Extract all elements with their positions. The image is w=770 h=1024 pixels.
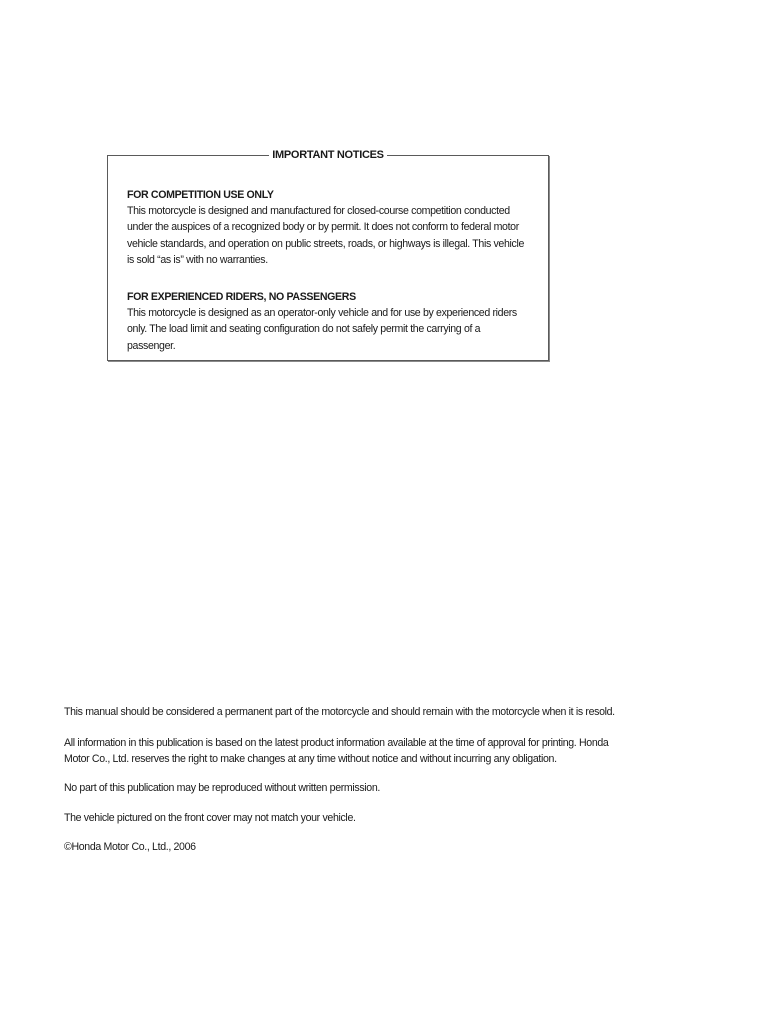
footer-text: No part of this publication may be reproduced without written permission. [64,782,380,794]
footer-paragraph-reproduction [64,780,624,796]
notice-heading: FOR EXPERIENCED RIDERS, NO PASSENGERS [127,291,356,303]
footer-paragraph-cover-vehicle [64,810,624,826]
footer-paragraph-permanent-part [64,704,624,720]
notice-body: This motorcycle is designed and manufactured for closed-course competition conducted under the auspices of a recognized body or by permit. It does not conform to federal motor vehicle standards, and operation on public streets, roads, or highways is illegal. This vehicle is sold “as is” with no warranties. [127,205,525,266]
footer-text: This manual should be considered a permanent part of the motorcycle and should remain with the motorcycle when it is resold. [64,706,615,718]
footer-text: All information in this publication is based on the latest product information available at the time of approval for printing. Honda Motor Co., Ltd. reserves the right to make changes at any time without notice and without incurring any obligation. [64,737,609,765]
notices-title-text: IMPORTANT NOTICES [269,149,386,161]
notices-title [108,148,548,162]
copyright-text: ©Honda Motor Co., Ltd., 2006 [64,841,196,853]
footer-paragraph-information [64,735,624,767]
footer-text: The vehicle pictured on the front cover may not match your vehicle. [64,812,356,824]
notice-heading: FOR COMPETITION USE ONLY [127,189,274,201]
footer-copyright [64,839,624,855]
notice-experienced-riders [127,289,528,354]
notice-competition-use [127,187,528,268]
notice-body: This motorcycle is designed as an operator-only vehicle and for use by experienced riders only. The load limit and seating configuration do not safely permit the carrying of a passenger. [127,307,517,352]
important-notices-box [107,149,549,361]
